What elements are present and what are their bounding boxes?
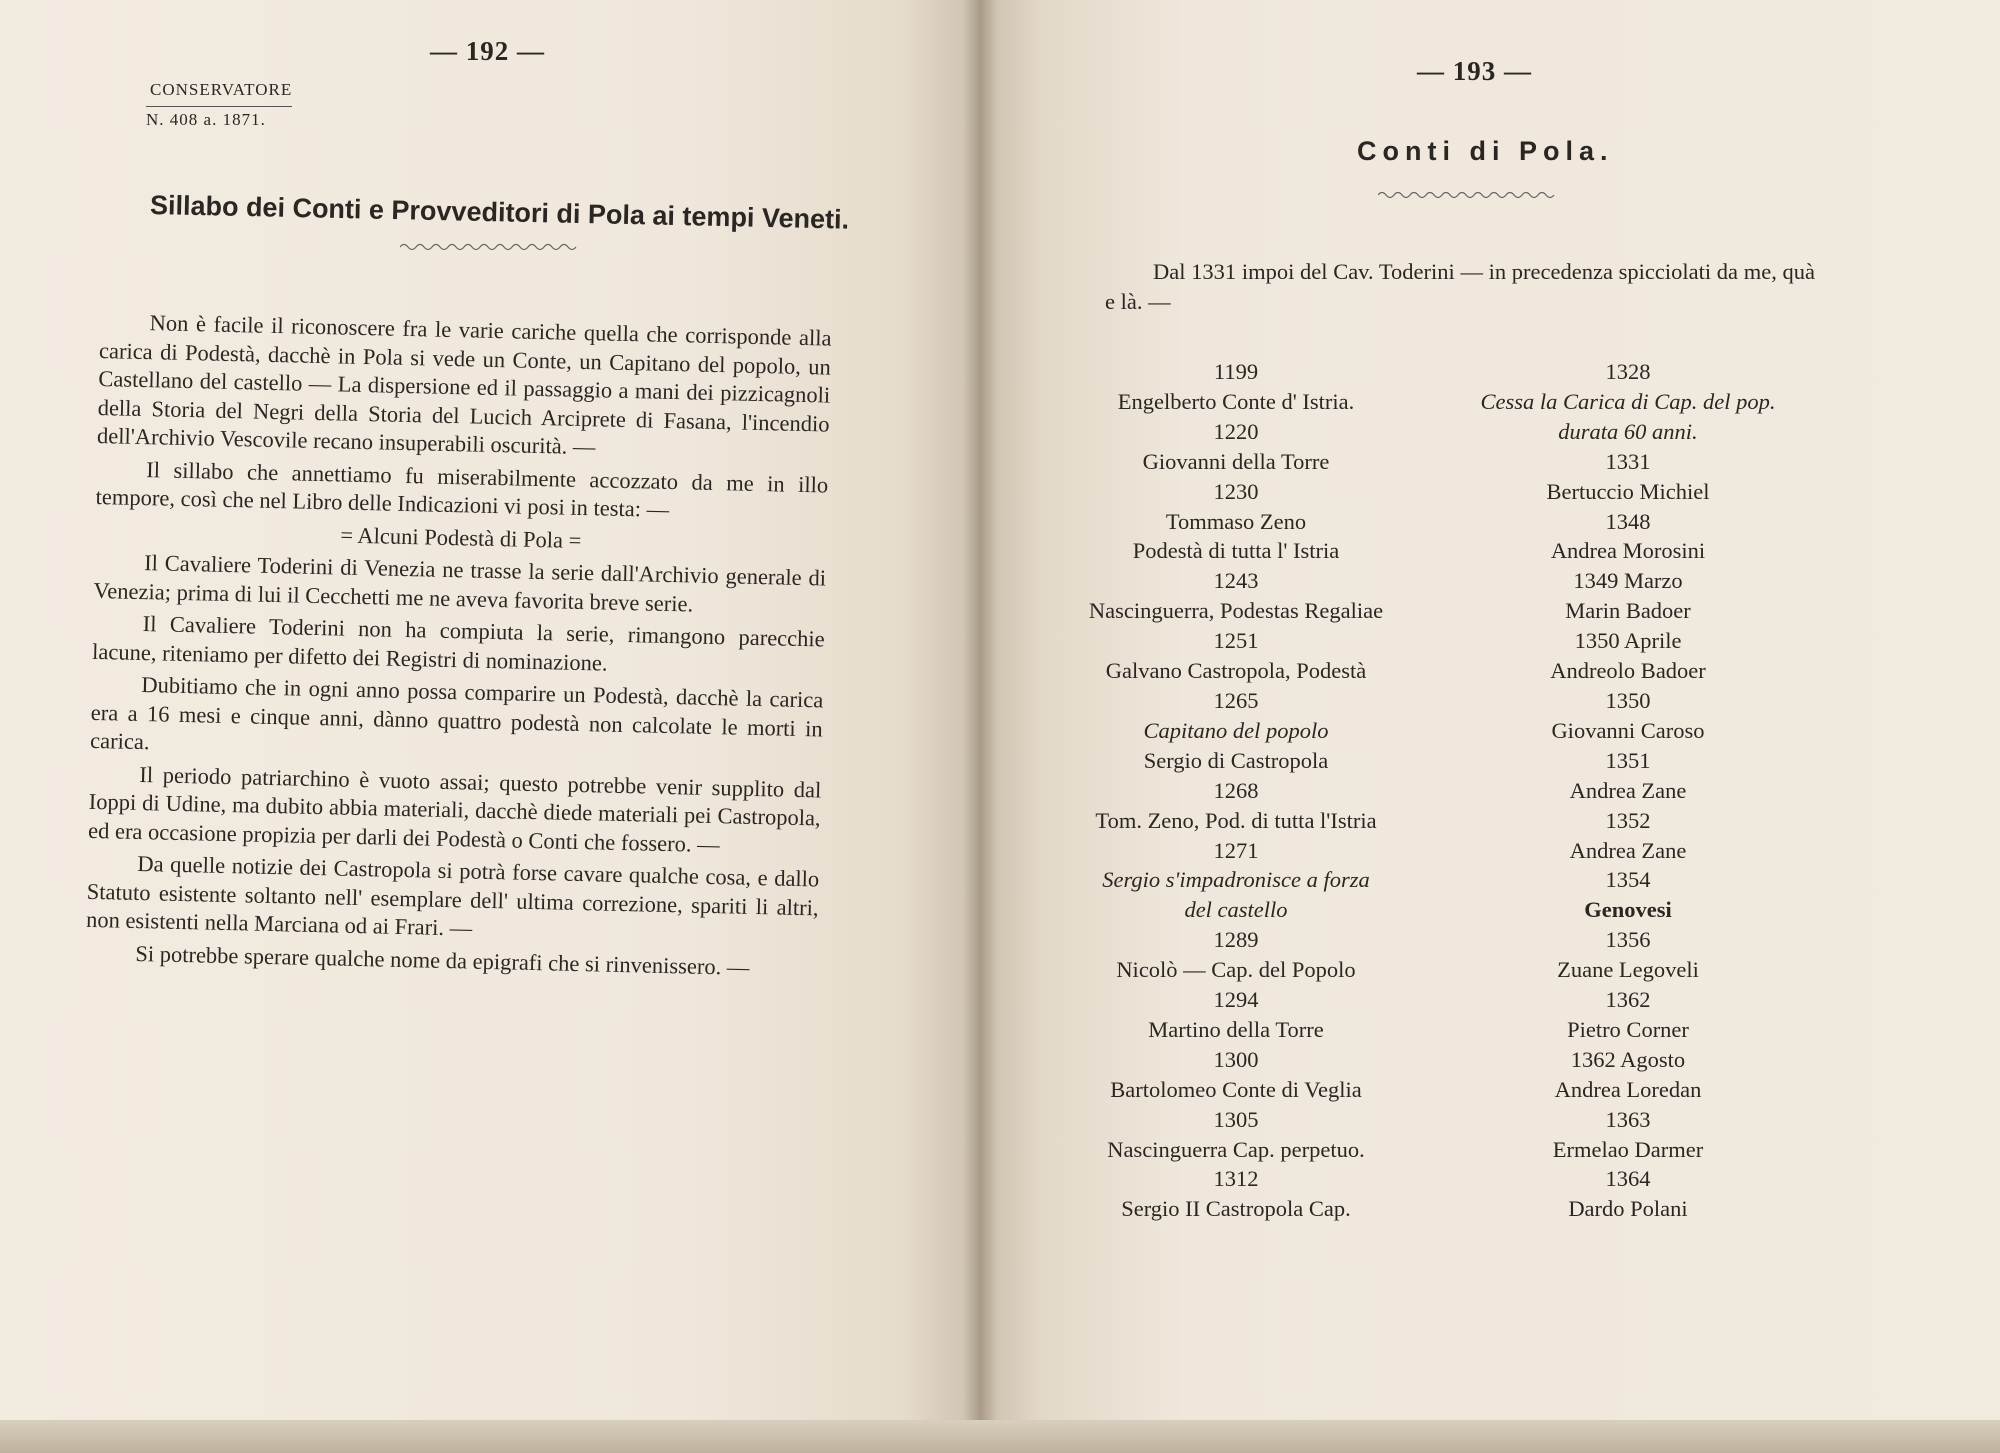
- header-label: [146, 80, 293, 130]
- list-item: 1349 Marzo: [1573, 568, 1683, 594]
- paragraph: Da quelle notizie dei Castropola si potrà forse cavare qualche cosa, e dallo Statuto esistente soltanto nell' esemplare dell' ultima correzione, spariti li altri, non esistenti nella Marciana od ai Frari. —: [85, 850, 820, 941]
- list-item: Andrea Morosini: [1550, 538, 1706, 564]
- list-item: 1354: [1605, 867, 1651, 893]
- list-item: durata 60 anni.: [1558, 418, 1698, 444]
- list-item: Sergio II Castropola Cap.: [1121, 1196, 1351, 1222]
- list-item: 1362: [1605, 987, 1651, 1013]
- intro-paragraph: Dal 1331 impoi del Cav. Toderini — in precedenza spicciolati da me, quà e là. —: [1105, 259, 1815, 314]
- list-item: Galvano Castropola, Podestà: [1105, 658, 1367, 684]
- list-item: 1351: [1605, 747, 1651, 773]
- list-item: Andrea Zane: [1569, 837, 1687, 863]
- list-item: Giovanni Caroso: [1551, 717, 1705, 743]
- list-item: Bartolomeo Conte di Veglia: [1110, 1076, 1362, 1102]
- list-item: 1356: [1605, 927, 1651, 953]
- list-item: del castello: [1184, 897, 1288, 923]
- list-item: Nascinguerra, Podestas Regaliae: [1088, 598, 1384, 624]
- list-item: 1265: [1213, 687, 1259, 713]
- list-item: Nascinguerra Cap. perpetuo.: [1107, 1136, 1365, 1162]
- list-item: Pietro Corner: [1567, 1016, 1689, 1042]
- list-item: 1294: [1213, 987, 1259, 1013]
- list-item: Capitano del popolo: [1143, 717, 1329, 743]
- list-item: 1300: [1213, 1046, 1259, 1072]
- list-item: Sergio s'impadronisce a forza: [1102, 867, 1370, 893]
- list-item: 1312: [1213, 1166, 1259, 1192]
- left-page-number: — 192 —: [430, 36, 545, 66]
- list-item: 1328: [1605, 359, 1651, 384]
- list-item: Tommaso Zeno: [1165, 508, 1307, 534]
- list-item: 1348: [1605, 508, 1651, 534]
- list-item: Tom. Zeno, Pod. di tutta l'Istria: [1095, 807, 1377, 833]
- list-item: Andreolo Badoer: [1550, 658, 1706, 684]
- list-item: Zuane Legoveli: [1557, 957, 1699, 983]
- list-item: Marin Badoer: [1565, 598, 1691, 624]
- list-item: Engelberto Conte d' Istria.: [1117, 388, 1355, 414]
- page-bottom-edge: [0, 1420, 2000, 1453]
- list-item: 1305: [1213, 1106, 1259, 1132]
- right-page-number: — 193 —: [1417, 56, 1532, 86]
- list-item: 1199: [1213, 359, 1259, 384]
- left-page-title: Sillabo dei Conti e Provveditori di Pola ai tempi Veneti.: [149, 190, 850, 235]
- paragraph: Il Cavaliere Toderini non ha compiuta la serie, rimangono parecchie lacune, riteniamo per difetto dei Registri di nominazione.: [91, 611, 825, 676]
- title-ornament: [1378, 188, 1558, 202]
- paragraph: Il periodo patriarchino è vuoto assai; questo potrebbe venir supplito dal Ioppi di Udine, ma dubito abbia materiali, dacchè diede materiali pei Castropola, ed era occasione propizia per darli dei Podestà o Conti che fossero. —: [87, 761, 822, 857]
- list-item: Bertuccio Michiel: [1546, 478, 1710, 504]
- right-page: [980, 0, 2000, 1453]
- list-item: 1352: [1605, 807, 1651, 833]
- list-item: 1220: [1213, 418, 1259, 444]
- list-item: 1289: [1213, 927, 1259, 953]
- paragraph-heading: = Alcuni Podestà di Pola =: [340, 522, 582, 553]
- list-item: 1363: [1605, 1106, 1651, 1132]
- list-item: Giovanni della Torre: [1142, 448, 1330, 474]
- book-gutter: [963, 0, 997, 1453]
- list-column-right: [1458, 357, 1798, 1224]
- list-item: Cessa la Carica di Cap. del pop.: [1480, 388, 1776, 414]
- list-item: 1230: [1213, 478, 1259, 504]
- list-item: Ermelao Darmer: [1552, 1136, 1704, 1162]
- left-body-text: [85, 308, 832, 987]
- list-item: 1362 Agosto: [1570, 1046, 1686, 1072]
- list-item: Andrea Loredan: [1554, 1076, 1702, 1102]
- list-item: Andrea Zane: [1569, 777, 1687, 803]
- list-item: 1271: [1213, 837, 1259, 863]
- header-label-line2: N. 408 a. 1871.: [146, 106, 292, 130]
- title-ornament: [400, 240, 580, 254]
- list-item: Martino della Torre: [1148, 1016, 1324, 1042]
- list-item: Dardo Polani: [1568, 1196, 1688, 1222]
- list-item: Nicolò — Cap. del Popolo: [1116, 957, 1356, 983]
- list-column-left: [1080, 357, 1392, 1224]
- list-item: 1331: [1605, 448, 1651, 474]
- paragraph: Il Cavaliere Toderini di Venezia ne trasse la serie dall'Archivio generale di Venezia; prima di lui il Cecchetti me ne aveva favorita breve serie.: [93, 550, 827, 617]
- list-item: Podestà di tutta l' Istria: [1132, 538, 1340, 564]
- paragraph: Si potrebbe sperare qualche nome da epigrafi che si rinvenissero. —: [135, 940, 750, 980]
- paragraph: Non è facile il riconoscere fra le varie cariche quella che corrisponde alla carica di Podestà, dacchè in Pola si vede un Conte, un Capitano del popolo, un Castellano del castello — La dispersione ed il passaggio a mani dei pizzicagnoli della Storia del Negri della Storia del Lucich Arciprete di Fasana, l'incendio dell'Archivio Vescovile recano insuperabili oscurità. —: [96, 310, 832, 460]
- list-item: 1251: [1213, 628, 1259, 654]
- list-item: 1243: [1213, 568, 1259, 594]
- paragraph: Dubitiamo che in ogni anno possa comparire un Podestà, dacchè la carica era a 16 mesi e cinque anni, dànno quattro podestà non calcolate le morti in carica.: [89, 672, 824, 755]
- left-page: [0, 0, 980, 1453]
- right-page-title: Conti di Pola.: [1357, 136, 1614, 166]
- list-item: 1350: [1605, 687, 1651, 713]
- list-item: 1364: [1605, 1166, 1651, 1192]
- list-item: Genovesi: [1584, 897, 1672, 923]
- list-item: Sergio di Castropola: [1143, 747, 1329, 773]
- list-item: 1350 Aprile: [1574, 628, 1682, 654]
- paragraph: Il sillabo che annettiamo fu miserabilmente accozzato da me in illo tempore, così che nel Libro delle Indicazioni vi posi in testa: —: [95, 456, 829, 522]
- list-item: 1268: [1213, 777, 1259, 803]
- header-label-line1: CONSERVATORE: [150, 80, 293, 99]
